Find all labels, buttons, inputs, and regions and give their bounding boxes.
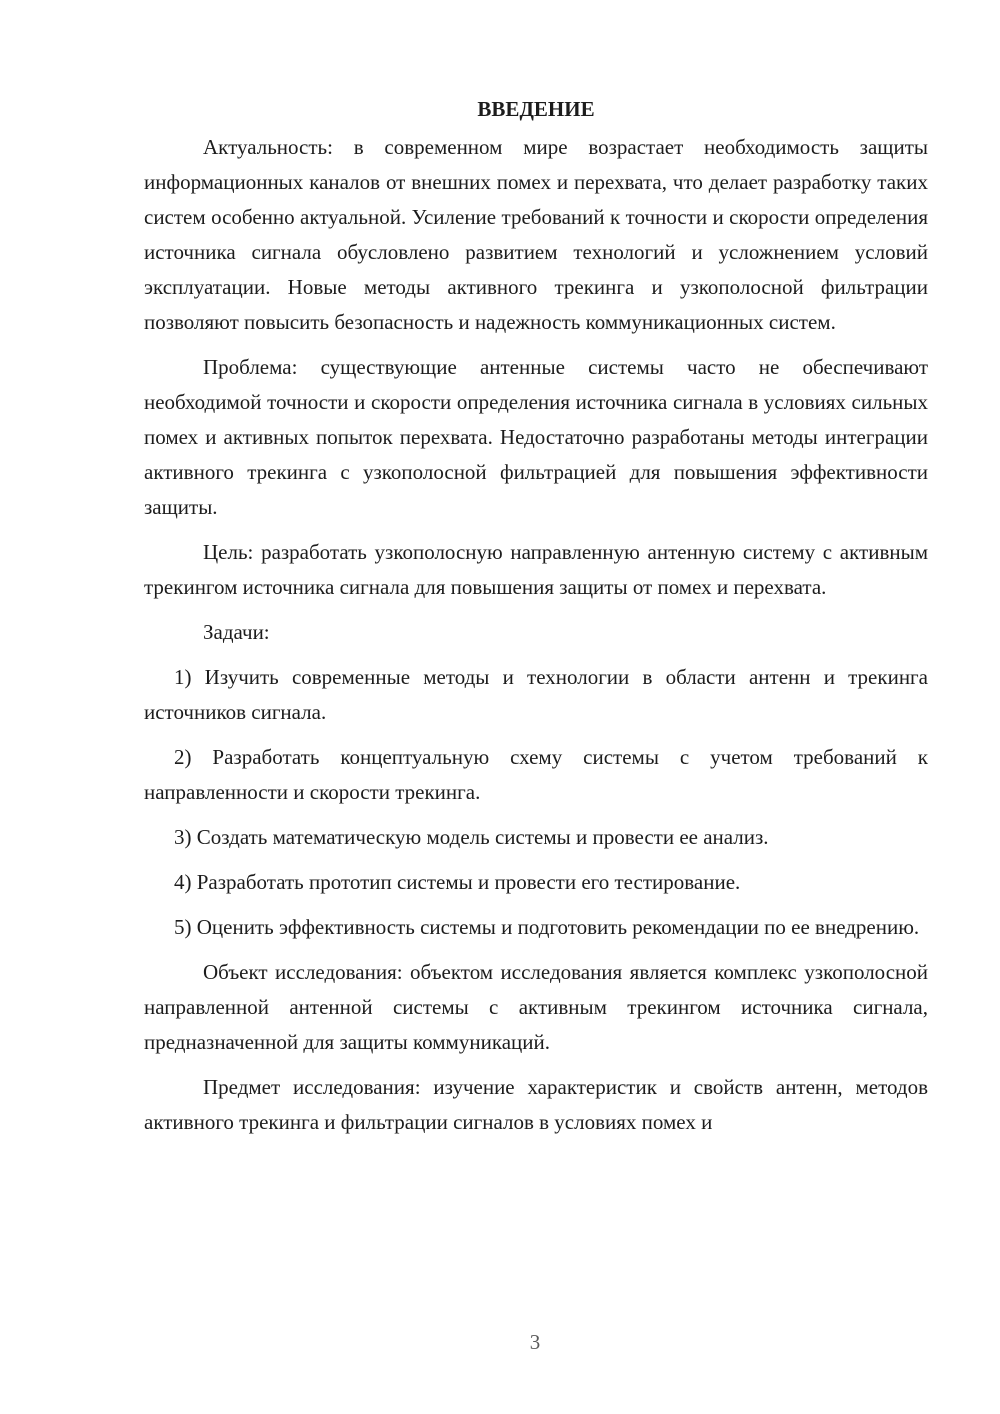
task-item-3: 3) Создать математическую модель системы и провести ее анализ. xyxy=(174,825,769,849)
subject-paragraph: Предмет исследования: изучение характеристик и свойств антенн, методов активного трекинга и фильтрации сигналов в условиях помех и xyxy=(144,1075,928,1134)
problem-paragraph: Проблема: существующие антенные системы часто не обеспечивают необходимой точности и скорости определения источника сигнала в условиях сильных помех и активных попыток перехвата. Недостаточно разработаны методы интеграции активного трекинга с узкополосной фильтрацией для повышения эффективности защиты. xyxy=(144,355,928,519)
task-item-1: 1) Изучить современные методы и технологии в области антенн и трекинга источников сигнала. xyxy=(144,665,928,724)
relevance-paragraph: Актуальность: в современном мире возрастает необходимость защиты информационных каналов от внешних помех и перехвата, что делает разработку таких систем особенно актуальной. Усиление требований к точности и скорости определения источника сигнала обусловлено развитием технологий и усложнением условий эксплуатации. Новые методы активного трекинга и узкополосной фильтрации позволяют повысить безопасность и надежность коммуникационных систем. xyxy=(144,135,928,334)
section-title: ВВЕДЕНИЕ xyxy=(477,97,595,121)
task-item-4: 4) Разработать прототип системы и провести его тестирование. xyxy=(174,870,741,894)
tasks-heading: Задачи: xyxy=(203,620,270,644)
task-item-5: 5) Оценить эффективность системы и подготовить рекомендации по ее внедрению. xyxy=(174,915,920,939)
goal-paragraph: Цель: разработать узкополосную направленную антенную систему с активным трекингом источника сигнала для повышения защиты от помех и перехвата. xyxy=(144,540,928,599)
object-paragraph: Объект исследования: объектом исследования является комплекс узкополосной направленной антенной системы с активным трекингом источника сигнала, предназначенной для защиты коммуникаций. xyxy=(144,960,928,1054)
task-item-2: 2) Разработать концептуальную схему системы с учетом требований к направленности и скорости трекинга. xyxy=(144,745,928,804)
page-number: 3 xyxy=(529,1330,541,1354)
document-page xyxy=(144,92,928,1150)
